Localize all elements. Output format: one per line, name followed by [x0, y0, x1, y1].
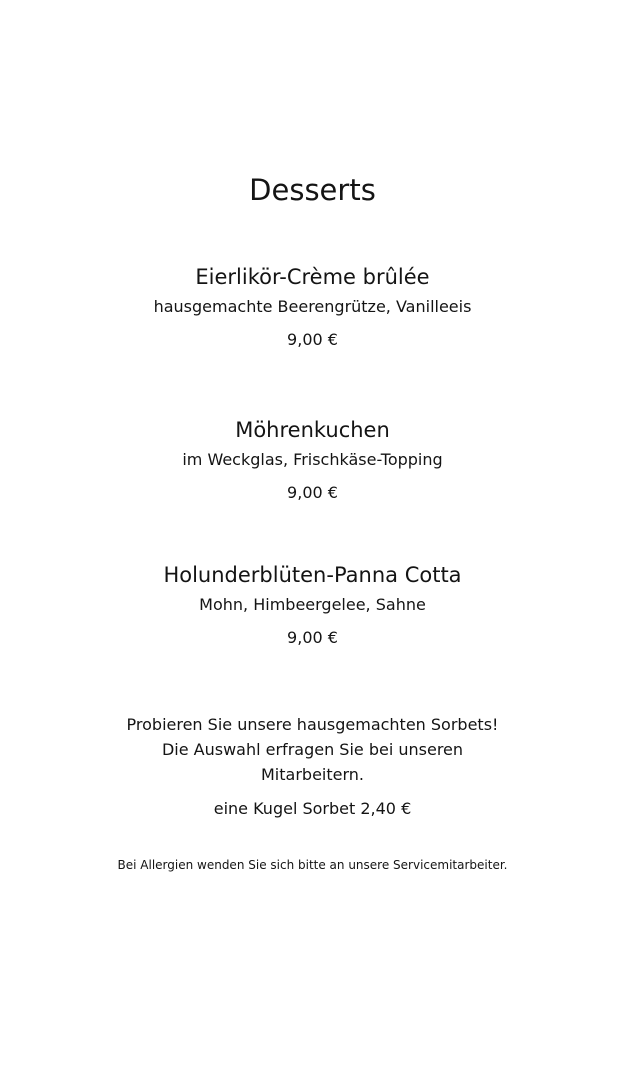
- item-price: 9,00 €: [287, 483, 338, 502]
- item-description: im Weckglas, Frischkäse-Topping: [182, 450, 443, 469]
- menu-item: [0, 560, 625, 650]
- sorbet-note: [0, 712, 625, 821]
- menu-item: [0, 415, 625, 505]
- allergy-note: Bei Allergien wenden Sie sich bitte an unsere Servicemitarbeiter.: [117, 858, 508, 872]
- page-title: Desserts: [249, 173, 376, 207]
- sorbet-line: Probieren Sie unsere hausgemachten Sorbets!: [126, 715, 499, 734]
- sorbet-price: eine Kugel Sorbet 2,40 €: [213, 799, 412, 818]
- item-description: Mohn, Himbeergelee, Sahne: [199, 595, 426, 614]
- item-price: 9,00 €: [287, 628, 338, 647]
- item-name: Eierlikör-Crème brûlée: [195, 265, 430, 289]
- item-name: Möhrenkuchen: [235, 418, 390, 442]
- menu-item: [0, 262, 625, 352]
- sorbet-line: Mitarbeitern.: [261, 765, 364, 784]
- sorbet-line: Die Auswahl erfragen Sie bei unseren: [161, 740, 464, 759]
- item-description: hausgemachte Beerengrütze, Vanilleeis: [153, 297, 472, 316]
- sorbet-text: [113, 712, 513, 787]
- item-price: 9,00 €: [287, 330, 338, 349]
- item-name: Holunderblüten-Panna Cotta: [163, 563, 462, 587]
